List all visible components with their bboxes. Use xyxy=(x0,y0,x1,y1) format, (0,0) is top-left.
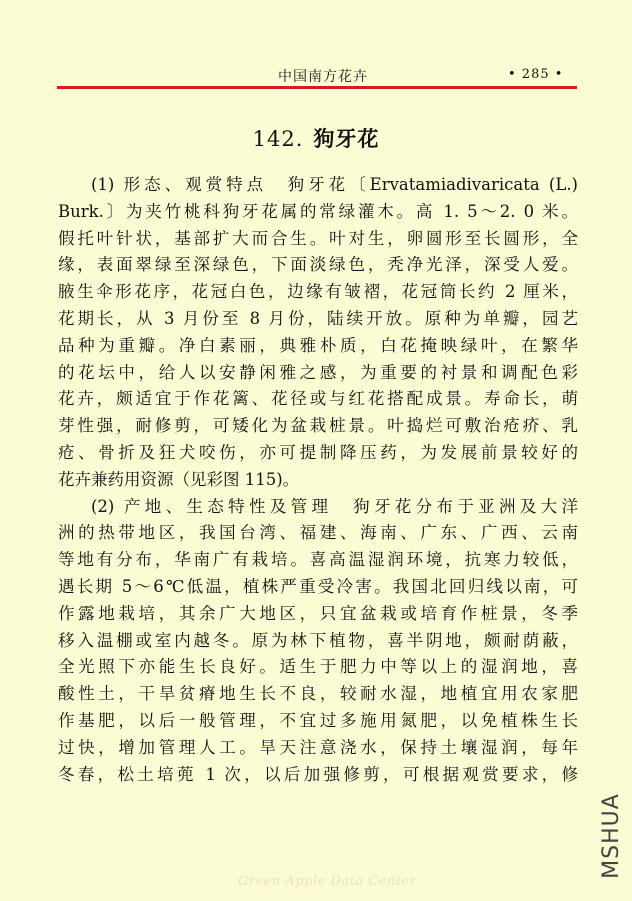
text-line: (2) 产地、生态特性及管理 狗牙花分布于亚洲及大洋 xyxy=(91,496,578,516)
footer-watermark: Green Apple Data Center xyxy=(238,874,417,889)
text-line: 作基肥，以后一般管理，不宜过多施用氮肥，以免植株生长 xyxy=(58,710,578,730)
header-rule xyxy=(57,86,577,89)
text-line: 冬春，松土培蔸 1 次，以后加强修剪，可根据观赏要求，修 xyxy=(58,764,578,784)
section-number: 142. xyxy=(252,127,304,151)
text-line: 疮、骨折及狂犬咬伤，亦可提制降压药，为发展前景较好的 xyxy=(58,442,578,462)
text-line: 芽性强，耐修剪，可矮化为盆栽桩景。叶捣烂可敷治疮疥、乳 xyxy=(58,416,578,436)
page-number: • 285 • xyxy=(508,67,564,82)
side-watermark-text: MSHUA xyxy=(599,793,624,879)
text-line: 等地有分布，华南广有栽培。喜高温湿润环境，抗寒力较低， xyxy=(58,550,578,570)
text-line: 花期长，从 3 月份至 8 月份，陆续开放。原种为单瓣，园艺 xyxy=(58,308,578,328)
side-watermark xyxy=(598,786,626,886)
section-heading xyxy=(0,123,632,153)
text-line: 移入温棚或室内越冬。原为林下植物，喜半阴地，颇耐荫蔽， xyxy=(58,630,578,650)
running-head xyxy=(0,66,632,86)
text-line: 腋生伞形花序，花冠白色，边缘有皱褶，花冠筒长约 2 厘米， xyxy=(58,282,578,302)
text-line: 洲的热带地区，我国台湾、福建、海南、广东、广西、云南 xyxy=(58,523,578,543)
text-line: 作露地栽培，其余广大地区，只宜盆栽或培育作桩景，冬季 xyxy=(58,603,578,623)
text-line: 花卉，颇适宜于作花篱、花径或与红花搭配成景。寿命长，萌 xyxy=(58,389,578,409)
text-line: 假托叶针状，基部扩大而合生。叶对生，卵圆形至长圆形，全 xyxy=(58,228,578,248)
text-line: 过快，增加管理人工。旱天注意浇水，保持土壤湿润，每年 xyxy=(58,737,578,757)
text-line: 的花坛中，给人以安静闲雅之感，为重要的衬景和调配色彩 xyxy=(58,362,578,382)
text-line: 缘，表面翠绿至深绿色，下面淡绿色，秃净光泽，深受人爱。 xyxy=(58,255,578,275)
text-line: 全光照下亦能生长良好。适生于肥力中等以上的湿润地，喜 xyxy=(58,657,578,677)
text-line: 品种为重瓣。净白素丽，典雅朴质，白花掩映绿叶，在繁华 xyxy=(58,335,578,355)
text-line: 酸性土，干旱贫瘠地生长不良，较耐水湿，地植宜用农家肥 xyxy=(58,684,578,704)
text-line: 花卉兼药用资源（见彩图 115)。 xyxy=(58,469,300,489)
book-title: 中国南方花卉 xyxy=(278,69,368,85)
body-text xyxy=(58,172,578,788)
section-title: 狗牙花 xyxy=(313,126,380,151)
text-line: (1) 形态、观赏特点 狗牙花〔Ervatamiadivaricata (L.) xyxy=(91,175,578,194)
text-line: Burk.〕为夹竹桃科狗牙花属的常绿灌木。高 1. 5～2. 0 米。 xyxy=(58,201,578,221)
text-line: 遇长期 5～6℃低温，植株严重受冷害。我国北回归线以南，可 xyxy=(58,576,578,596)
